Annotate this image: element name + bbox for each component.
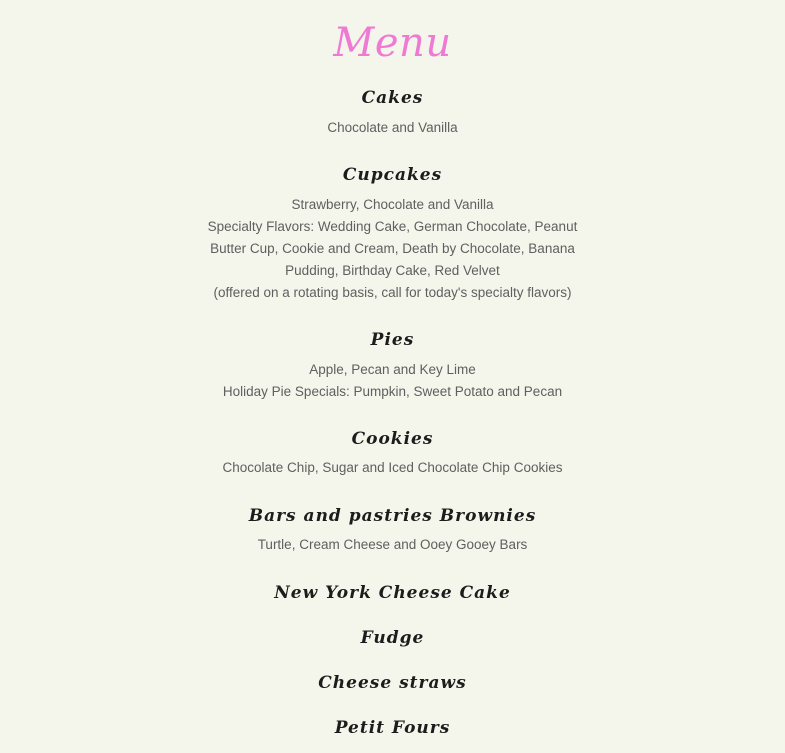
section-heading-cakes: Cakes (361, 88, 424, 108)
section-heading-ny-cheese-cake: New York Cheese Cake (274, 583, 511, 603)
section-line-cookies-1: Chocolate Chip, Sugar and Iced Chocolate Chip Cookies (222, 460, 563, 475)
section-heading-cheese-straws: Cheese straws (318, 673, 467, 693)
section-line-cupcakes-2: Specialty Flavors: Wedding Cake, German Chocolate, Peanut (207, 219, 578, 234)
section-heading-fudge: Fudge (360, 628, 425, 648)
section-heading-petit-fours: Petit Fours (334, 718, 451, 738)
section-line-cupcakes-1: Strawberry, Chocolate and Vanilla (291, 197, 494, 212)
section-line-cupcakes-3: Butter Cup, Cookie and Cream, Death by Chocolate, Banana (210, 241, 575, 256)
section-heading-pies: Pies (370, 330, 415, 350)
section-heading-bars-brownies: Bars and pastries Brownies (248, 506, 537, 526)
section-line-cupcakes-4: Pudding, Birthday Cake, Red Velvet (285, 263, 500, 278)
section-line-cupcakes-5: (offered on a rotating basis, call for today's specialty flavors) (213, 285, 572, 300)
section-heading-cupcakes: Cupcakes (342, 165, 443, 185)
section-line-pies-2: Holiday Pie Specials: Pumpkin, Sweet Potato and Pecan (222, 384, 563, 399)
section-heading-cookies: Cookies (351, 429, 434, 449)
section-line-cakes-1: Chocolate and Vanilla (327, 120, 458, 135)
section-line-pies-1: Apple, Pecan and Key Lime (309, 362, 476, 377)
menu-title: Menu (333, 20, 452, 66)
section-line-bars-brownies-1: Turtle, Cream Cheese and Ooey Gooey Bars (257, 537, 528, 552)
